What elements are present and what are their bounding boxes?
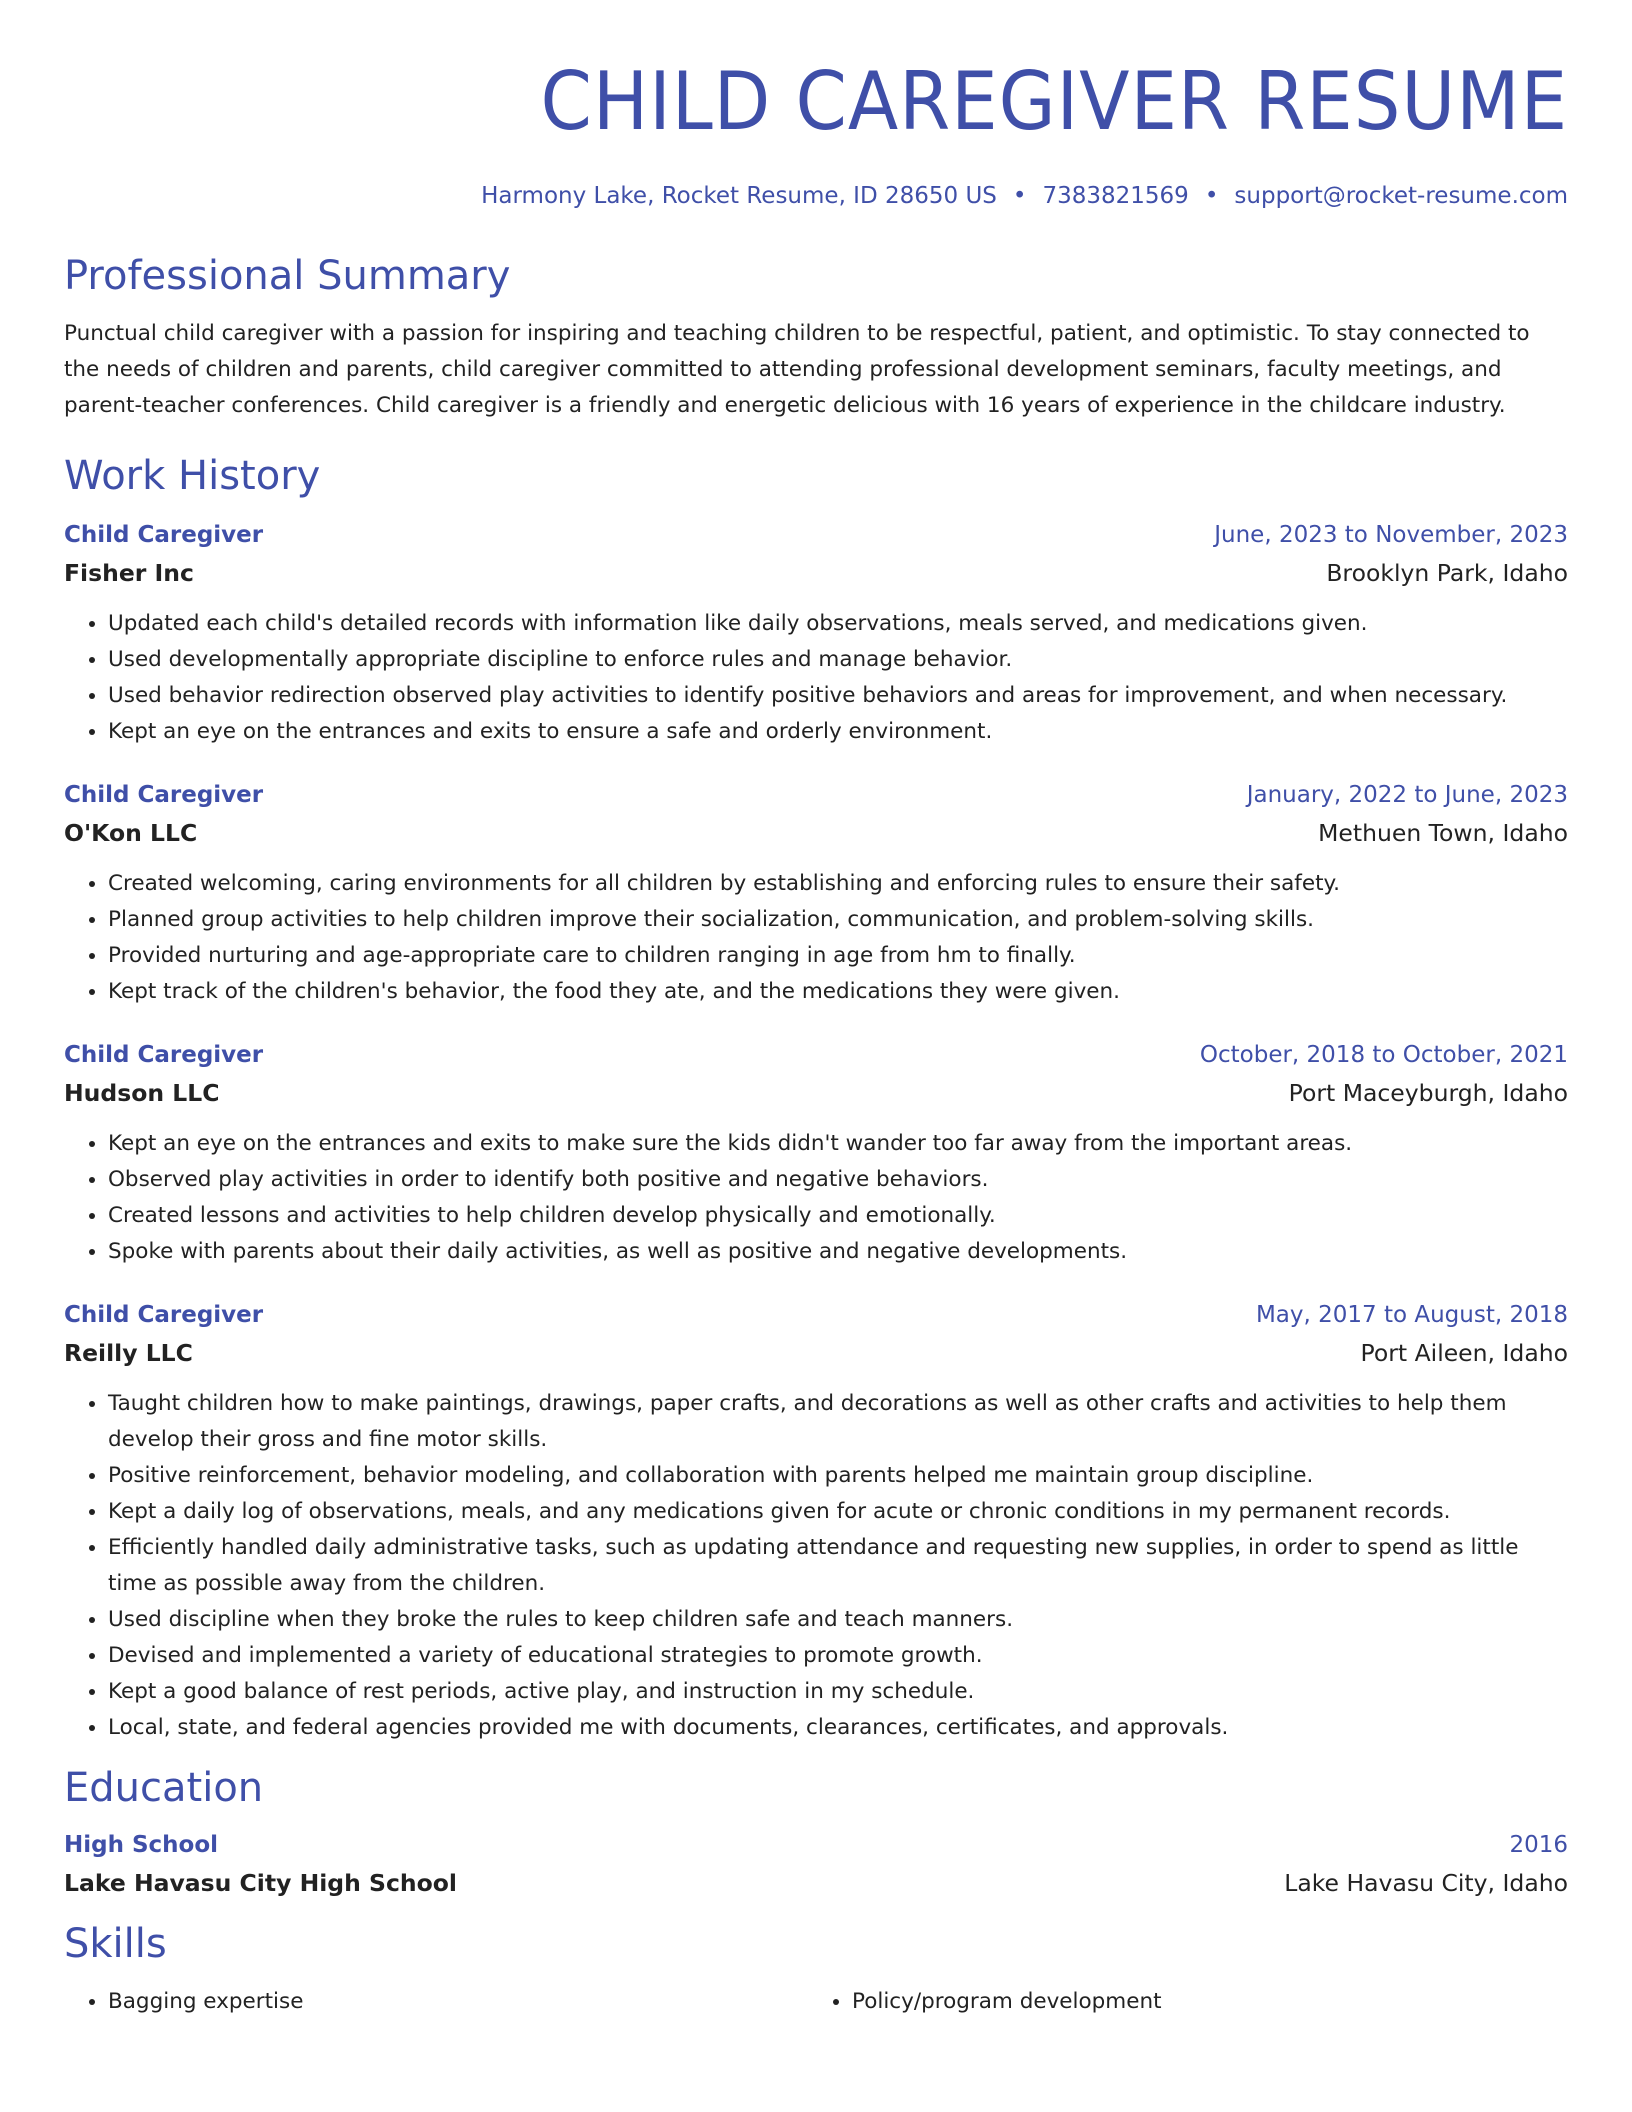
job-title: Child Caregiver <box>64 1042 264 1068</box>
education-degree-row <box>64 1826 1568 1864</box>
job-entry <box>64 776 1568 1010</box>
job-bullets <box>64 866 1568 1010</box>
job-company-row <box>64 554 1568 592</box>
job-title: Child Caregiver <box>64 522 264 548</box>
job-location: Port Aileen, Idaho <box>1360 1339 1568 1367</box>
skills-section <box>64 1918 1568 2020</box>
contact-separator: • <box>1012 183 1027 209</box>
education-heading: Education <box>64 1765 264 1811</box>
job-entry <box>64 516 1568 750</box>
job-bullet: • Kept track of the children's behavior, the food they ate, and the medications they were given. <box>108 974 1568 1010</box>
job-bullet: • Devised and implemented a variety of educational strategies to promote growth. <box>108 1638 1568 1674</box>
job-bullet: • Updated each child's detailed records with information like daily observations, meals served, and medications given. <box>108 606 1568 642</box>
job-location: Brooklyn Park, Idaho <box>1326 559 1568 587</box>
resume-name: CHILD CAREGIVER RESUME <box>540 55 1568 148</box>
job-company: Reilly LLC <box>64 1339 193 1367</box>
job-bullet: • Created lessons and activities to help children develop physically and emotionally. <box>108 1198 1568 1234</box>
skills-right-column <box>808 1984 1552 2020</box>
skills-left-column <box>64 1984 808 2020</box>
resume-header <box>64 0 1568 212</box>
job-bullets <box>64 1386 1568 1746</box>
job-bullet: • Local, state, and federal agencies provided me with documents, clearances, certificates, and approvals. <box>108 1710 1568 1746</box>
job-bullet: • Used behavior redirection observed play activities to identify positive behaviors and areas for improvement, and when necessary. <box>108 678 1568 714</box>
summary-text: Punctual child caregiver with a passion for inspiring and teaching children to be respectful, patient, and optimistic. To stay connected to the needs of children and parents, child caregiver committed to attending professional development seminars, faculty meetings, and parent-teacher conferences. Child caregiver is a friendly and energetic delicious with 16 years of experience in the childcare industry. <box>64 321 1530 418</box>
job-bullet: • Created welcoming, caring environments for all children by establishing and enforcing rules to ensure their safety. <box>108 866 1568 902</box>
job-title-row <box>64 776 1568 814</box>
job-bullet: • Positive reinforcement, behavior modeling, and collaboration with parents helped me maintain group discipline. <box>108 1458 1568 1494</box>
education-year: 2016 <box>1509 1832 1568 1858</box>
job-bullet: • Kept an eye on the entrances and exits to ensure a safe and orderly environment. <box>108 714 1568 750</box>
education-section <box>64 1762 1568 1902</box>
job-company: O'Kon LLC <box>64 819 198 847</box>
job-bullet: • Observed play activities in order to identify both positive and negative behaviors. <box>108 1162 1568 1198</box>
job-bullet: • Planned group activities to help children improve their socialization, communication, and problem-solving skills. <box>108 902 1568 938</box>
education-school: Lake Havasu City High School <box>64 1869 457 1897</box>
job-bullet: • Used developmentally appropriate discipline to enforce rules and manage behavior. <box>108 642 1568 678</box>
education-school-row <box>64 1864 1568 1902</box>
skill-item: • Policy/program development <box>852 1984 1552 2020</box>
job-company-row <box>64 814 1568 852</box>
job-bullet: • Taught children how to make paintings, drawings, paper crafts, and decorations as well as other crafts and activities to help them develop their gross and fine motor skills. <box>108 1386 1568 1458</box>
job-company-row <box>64 1334 1568 1372</box>
job-dates: June, 2023 to November, 2023 <box>1214 522 1568 548</box>
contact-line <box>64 180 1568 212</box>
job-dates: October, 2018 to October, 2021 <box>1199 1042 1568 1068</box>
job-company: Fisher Inc <box>64 559 194 587</box>
job-dates: January, 2022 to June, 2023 <box>1246 782 1568 808</box>
job-title-row <box>64 1296 1568 1334</box>
job-entry <box>64 1296 1568 1746</box>
skills-heading: Skills <box>64 1921 167 1967</box>
job-bullet: • Kept a daily log of observations, meals, and any medications given for acute or chronic conditions in my permanent records. <box>108 1494 1568 1530</box>
job-title: Child Caregiver <box>64 1302 264 1328</box>
job-company: Hudson LLC <box>64 1079 220 1107</box>
summary-heading: Professional Summary <box>64 253 511 299</box>
contact-email: support@rocket-resume.com <box>1234 183 1568 209</box>
job-bullet: • Spoke with parents about their daily activities, as well as positive and negative developments. <box>108 1234 1568 1270</box>
education-location: Lake Havasu City, Idaho <box>1284 1869 1568 1897</box>
job-location: Port Maceyburgh, Idaho <box>1288 1079 1568 1107</box>
job-dates: May, 2017 to August, 2018 <box>1255 1302 1568 1328</box>
job-bullet: • Provided nurturing and age-appropriate care to children ranging in age from hm to finally. <box>108 938 1568 974</box>
job-title-row <box>64 516 1568 554</box>
education-degree: High School <box>64 1832 219 1858</box>
skill-item: • Bagging expertise <box>108 1984 808 2020</box>
job-bullet: • Efficiently handled daily administrative tasks, such as updating attendance and requesting new supplies, in order to spend as little time as possible away from the children. <box>108 1530 1568 1602</box>
work-history-heading: Work History <box>64 453 321 499</box>
skills-columns <box>64 1984 1568 2020</box>
job-bullets <box>64 606 1568 750</box>
job-company-row <box>64 1074 1568 1112</box>
job-bullet: • Used discipline when they broke the rules to keep children safe and teach manners. <box>108 1602 1568 1638</box>
job-bullets <box>64 1126 1568 1270</box>
contact-phone: 7383821569 <box>1042 183 1189 209</box>
contact-address: Harmony Lake, Rocket Resume, ID 28650 US <box>481 183 997 209</box>
summary-section <box>64 250 1568 424</box>
job-bullet: • Kept an eye on the entrances and exits to make sure the kids didn't wander too far away from the important areas. <box>108 1126 1568 1162</box>
resume-page <box>64 0 1568 2020</box>
job-location: Methuen Town, Idaho <box>1318 819 1568 847</box>
work-history-section <box>64 450 1568 1746</box>
job-entry <box>64 1036 1568 1270</box>
education-entry <box>64 1826 1568 1902</box>
job-title: Child Caregiver <box>64 782 264 808</box>
job-bullet: • Kept a good balance of rest periods, active play, and instruction in my schedule. <box>108 1674 1568 1710</box>
job-title-row <box>64 1036 1568 1074</box>
contact-separator: • <box>1204 183 1219 209</box>
